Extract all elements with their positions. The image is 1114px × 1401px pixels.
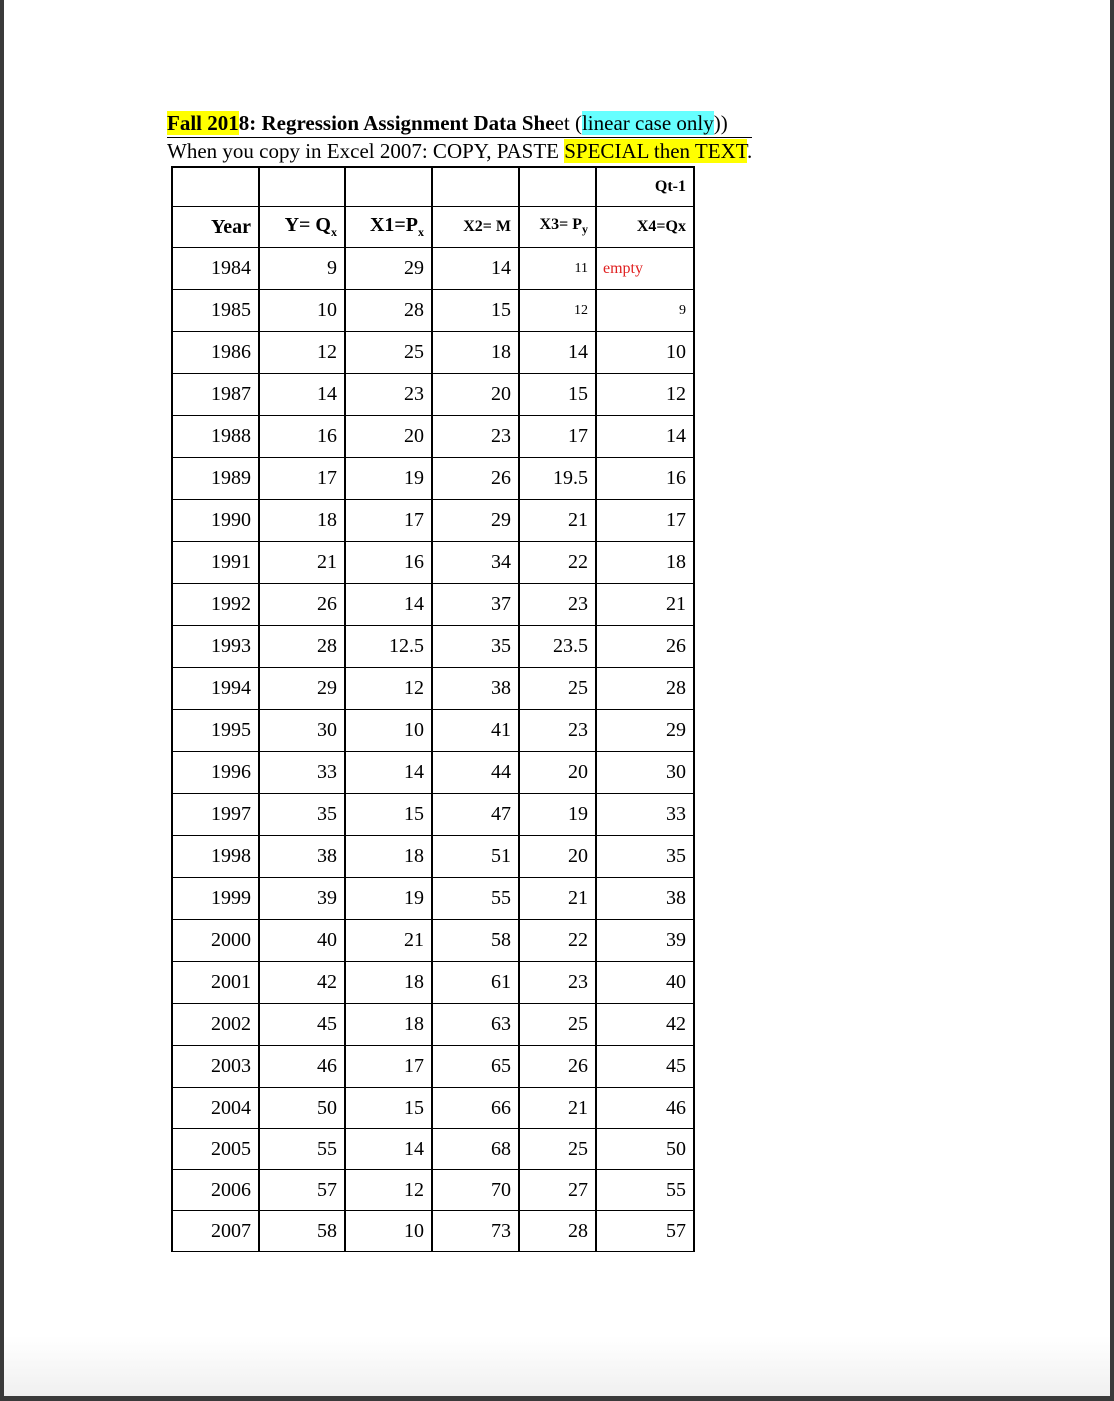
cell-x4: empty [596, 248, 694, 290]
cell-y: 18 [259, 500, 345, 542]
table-row [172, 500, 694, 542]
cell-y: 17 [259, 458, 345, 500]
cell-y: 26 [259, 584, 345, 626]
cell-x3: 19.5 [519, 458, 596, 500]
cell-x3: 23 [519, 710, 596, 752]
cell-year: 1984 [172, 248, 259, 290]
table-row [172, 1129, 694, 1170]
table-row [172, 1170, 694, 1211]
cell-year: 2003 [172, 1046, 259, 1088]
title-close: )) [713, 111, 728, 135]
cell-x1: 21 [345, 920, 432, 962]
cell-x4: 17 [596, 500, 694, 542]
regression-data-table [171, 166, 695, 1252]
cell-x2: 55 [432, 878, 519, 920]
page-bottom-shade [4, 1336, 1110, 1396]
cell-y: 30 [259, 710, 345, 752]
cell-x3: 25 [519, 1004, 596, 1046]
cell-year: 1998 [172, 836, 259, 878]
cell-year: 2006 [172, 1170, 259, 1211]
cell-x3: 25 [519, 668, 596, 710]
cell-y: 16 [259, 416, 345, 458]
cell-x4: 57 [596, 1211, 694, 1252]
cell-x1: 15 [345, 794, 432, 836]
cell-year: 1986 [172, 332, 259, 374]
table-row [172, 1004, 694, 1046]
title-linear-highlight: linear case only [581, 111, 714, 135]
cell-x4: 10 [596, 332, 694, 374]
cell-year: 1992 [172, 584, 259, 626]
cell-year: 1991 [172, 542, 259, 584]
header-y: $Y= Q_x$ [259, 207, 345, 248]
cell-x2: 14 [432, 248, 519, 290]
table-row [172, 668, 694, 710]
header-x4: X4=Qx [596, 207, 694, 248]
table-row [172, 584, 694, 626]
title-tail: et ( [554, 111, 582, 135]
cell-x2: 38 [432, 668, 519, 710]
document-title [167, 110, 752, 137]
table-row [172, 1211, 694, 1252]
cell-x4: 39 [596, 920, 694, 962]
cell-y: 57 [259, 1170, 345, 1211]
cell-x4: 30 [596, 752, 694, 794]
cell-year: 1990 [172, 500, 259, 542]
table-row [172, 794, 694, 836]
group-header-blank [259, 167, 345, 207]
cell-y: 58 [259, 1211, 345, 1252]
table-row [172, 920, 694, 962]
cell-x3: 28 [519, 1211, 596, 1252]
header-year: Year [172, 207, 259, 248]
title-highlight-year: Fall 201 [167, 111, 239, 135]
cell-x2: 65 [432, 1046, 519, 1088]
cell-x1: 15 [345, 1088, 432, 1129]
cell-x4: 55 [596, 1170, 694, 1211]
cell-x2: 66 [432, 1088, 519, 1129]
cell-year: 1997 [172, 794, 259, 836]
cell-year: 1995 [172, 710, 259, 752]
cell-x1: 14 [345, 584, 432, 626]
title-block [167, 110, 752, 165]
group-header-blank [172, 167, 259, 207]
cell-x2: 35 [432, 626, 519, 668]
table-row [172, 1088, 694, 1129]
cell-x1: 19 [345, 458, 432, 500]
cell-x3: 15 [519, 374, 596, 416]
cell-x3: 20 [519, 836, 596, 878]
header-x1: $X1=P_x$ [345, 207, 432, 248]
cell-x4: 45 [596, 1046, 694, 1088]
cell-x4: 9 [596, 290, 694, 332]
cell-x3: 21 [519, 1088, 596, 1129]
cell-y: 42 [259, 962, 345, 1004]
cell-x2: 68 [432, 1129, 519, 1170]
cell-x4: 16 [596, 458, 694, 500]
cell-x4: 38 [596, 878, 694, 920]
table-row [172, 1046, 694, 1088]
cell-x1: 20 [345, 416, 432, 458]
cell-x4: 18 [596, 542, 694, 584]
document-page [4, 0, 1110, 1396]
cell-x1: 18 [345, 836, 432, 878]
cell-x4: 28 [596, 668, 694, 710]
cell-y: 28 [259, 626, 345, 668]
cell-x3: 19 [519, 794, 596, 836]
table-row [172, 878, 694, 920]
cell-x2: 15 [432, 290, 519, 332]
cell-year: 2005 [172, 1129, 259, 1170]
cell-year: 1999 [172, 878, 259, 920]
cell-y: 9 [259, 248, 345, 290]
cell-x2: 44 [432, 752, 519, 794]
cell-x2: 73 [432, 1211, 519, 1252]
cell-x4: 35 [596, 836, 694, 878]
table-row [172, 626, 694, 668]
cell-year: 2007 [172, 1211, 259, 1252]
cell-x1: 17 [345, 500, 432, 542]
cell-x3: 11 [519, 248, 596, 290]
cell-x2: 51 [432, 836, 519, 878]
document-subtitle [167, 137, 752, 165]
cell-y: 40 [259, 920, 345, 962]
cell-x3: 26 [519, 1046, 596, 1088]
cell-x2: 47 [432, 794, 519, 836]
cell-year: 1985 [172, 290, 259, 332]
cell-y: 55 [259, 1129, 345, 1170]
subtitle-text: When you copy in Excel 2007: COPY, PASTE [167, 139, 565, 163]
cell-x1: 10 [345, 1211, 432, 1252]
cell-x2: 63 [432, 1004, 519, 1046]
cell-x1: 29 [345, 248, 432, 290]
cell-year: 2004 [172, 1088, 259, 1129]
cell-year: 2001 [172, 962, 259, 1004]
cell-x3: 23.5 [519, 626, 596, 668]
cell-x3: 23 [519, 584, 596, 626]
cell-x2: 70 [432, 1170, 519, 1211]
cell-y: 12 [259, 332, 345, 374]
cell-x3: 21 [519, 878, 596, 920]
cell-x4: 12 [596, 374, 694, 416]
cell-x4: 14 [596, 416, 694, 458]
table-row [172, 962, 694, 1004]
cell-y: 29 [259, 668, 345, 710]
table-row [172, 836, 694, 878]
cell-y: 46 [259, 1046, 345, 1088]
cell-x3: 17 [519, 416, 596, 458]
cell-x2: 29 [432, 500, 519, 542]
cell-y: 39 [259, 878, 345, 920]
cell-x3: 22 [519, 920, 596, 962]
cell-x2: 41 [432, 710, 519, 752]
subtitle-period: . [747, 139, 753, 163]
header-x2: X2= M [432, 207, 519, 248]
cell-x4: 42 [596, 1004, 694, 1046]
table-row [172, 752, 694, 794]
cell-x3: 20 [519, 752, 596, 794]
cell-x4: 40 [596, 962, 694, 1004]
cell-y: 14 [259, 374, 345, 416]
table-row [172, 710, 694, 752]
column-header-row [172, 207, 694, 248]
group-header-row [172, 167, 694, 207]
table-row [172, 458, 694, 500]
cell-year: 2000 [172, 920, 259, 962]
table-row [172, 542, 694, 584]
cell-x3: 27 [519, 1170, 596, 1211]
cell-x3: 21 [519, 500, 596, 542]
header-x3: $X3= P_y$ [519, 207, 596, 248]
cell-x1: 12 [345, 668, 432, 710]
cell-x3: 12 [519, 290, 596, 332]
subtitle-highlight: SPECIAL then TEXT [564, 139, 748, 163]
title-main-text: 8: Regression Assignment Data She [238, 111, 555, 135]
cell-x3: 23 [519, 962, 596, 1004]
cell-x2: 37 [432, 584, 519, 626]
cell-x1: 10 [345, 710, 432, 752]
cell-x2: 26 [432, 458, 519, 500]
table-row [172, 416, 694, 458]
table-row [172, 248, 694, 290]
cell-x3: 22 [519, 542, 596, 584]
cell-x4: 26 [596, 626, 694, 668]
table-row [172, 332, 694, 374]
cell-x2: 61 [432, 962, 519, 1004]
cell-year: 1993 [172, 626, 259, 668]
cell-y: 21 [259, 542, 345, 584]
cell-x4: 21 [596, 584, 694, 626]
group-header-qt1: Qt-1 [596, 167, 694, 207]
cell-y: 38 [259, 836, 345, 878]
cell-year: 1994 [172, 668, 259, 710]
cell-x1: 12.5 [345, 626, 432, 668]
table-row [172, 374, 694, 416]
cell-y: 50 [259, 1088, 345, 1129]
cell-x4: 29 [596, 710, 694, 752]
cell-x1: 25 [345, 332, 432, 374]
table-row [172, 290, 694, 332]
cell-y: 35 [259, 794, 345, 836]
cell-x4: 33 [596, 794, 694, 836]
cell-x4: 50 [596, 1129, 694, 1170]
group-header-blank [432, 167, 519, 207]
cell-x1: 12 [345, 1170, 432, 1211]
cell-x2: 23 [432, 416, 519, 458]
cell-year: 2002 [172, 1004, 259, 1046]
cell-x1: 18 [345, 962, 432, 1004]
group-header-blank [519, 167, 596, 207]
cell-y: 45 [259, 1004, 345, 1046]
cell-x1: 14 [345, 1129, 432, 1170]
cell-year: 1989 [172, 458, 259, 500]
cell-year: 1996 [172, 752, 259, 794]
group-header-blank [345, 167, 432, 207]
cell-x1: 28 [345, 290, 432, 332]
cell-x2: 18 [432, 332, 519, 374]
cell-x1: 19 [345, 878, 432, 920]
cell-x1: 14 [345, 752, 432, 794]
cell-x4: 46 [596, 1088, 694, 1129]
cell-x2: 20 [432, 374, 519, 416]
cell-x1: 18 [345, 1004, 432, 1046]
cell-year: 1987 [172, 374, 259, 416]
cell-x3: 14 [519, 332, 596, 374]
cell-y: 10 [259, 290, 345, 332]
cell-year: 1988 [172, 416, 259, 458]
cell-x1: 17 [345, 1046, 432, 1088]
cell-x2: 58 [432, 920, 519, 962]
cell-x1: 16 [345, 542, 432, 584]
cell-x3: 25 [519, 1129, 596, 1170]
cell-y: 33 [259, 752, 345, 794]
cell-x2: 34 [432, 542, 519, 584]
cell-x1: 23 [345, 374, 432, 416]
